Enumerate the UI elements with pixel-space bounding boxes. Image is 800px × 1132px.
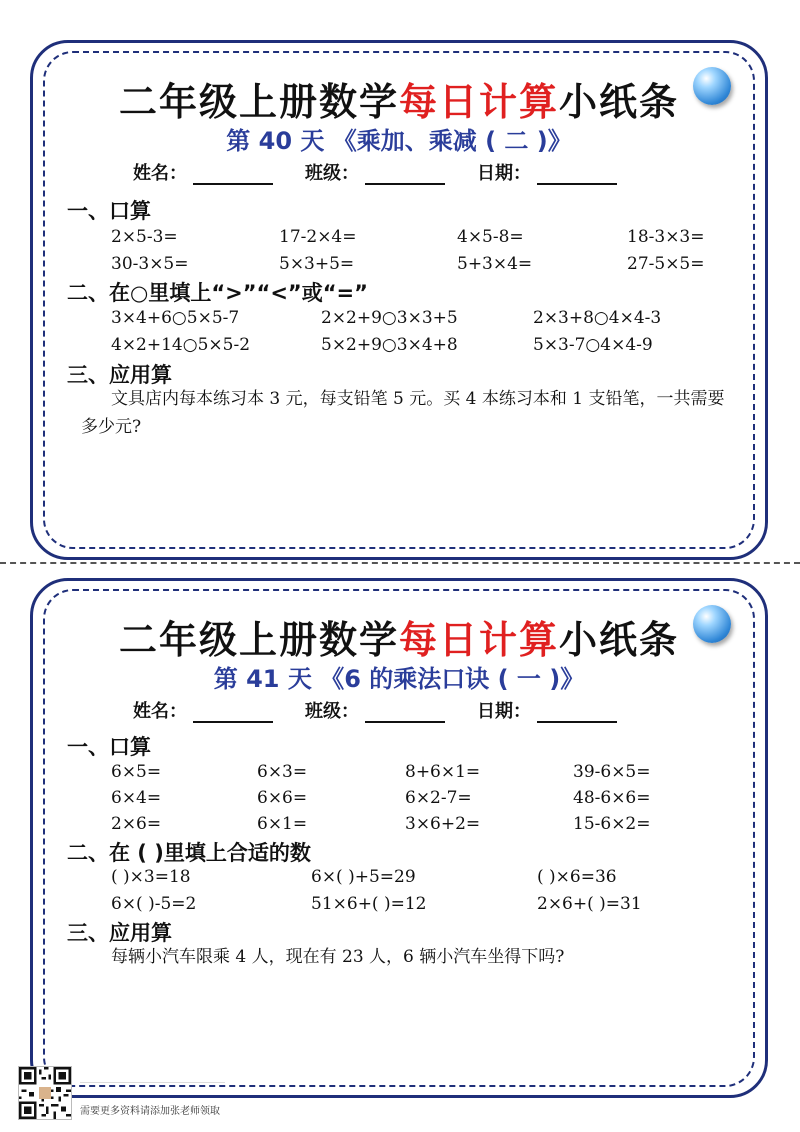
- fill-blank-problem: 6×( )-5=2: [111, 894, 197, 914]
- section-heading: 二、在○里填上“>”“<”或“=”: [67, 281, 368, 305]
- class-field[interactable]: 班级：: [305, 697, 445, 723]
- cut-line-divider: [0, 562, 800, 564]
- compare-problem: 4×2+14○5×5-2: [111, 335, 251, 355]
- compare-problem: 5×3-7○4×4-9: [533, 335, 653, 355]
- problem: 8+6×1=: [405, 762, 481, 782]
- name-field[interactable]: 姓名：: [133, 159, 273, 185]
- problem-row: [33, 867, 765, 891]
- title-highlight: 每日计算: [398, 80, 559, 124]
- problem-row: [33, 308, 765, 332]
- problem-row: [33, 788, 765, 812]
- lesson-subtitle: 第 40 天 《乘加、乘减 ( 二 )》: [226, 127, 572, 155]
- title-part-3: 小纸条: [559, 618, 680, 662]
- fill-blank-problem: 2×6+( )=31: [537, 894, 642, 914]
- problem-row: [33, 335, 765, 359]
- student-info-row: [133, 697, 649, 723]
- qr-code-icon: [18, 1066, 72, 1120]
- section-heading: 三、应用算: [67, 363, 172, 387]
- fill-blank-problem: ( )×6=36: [537, 867, 617, 887]
- class-field[interactable]: 班级：: [305, 159, 445, 185]
- title-highlight: 每日计算: [398, 618, 559, 662]
- problem: 6×6=: [257, 788, 308, 808]
- section-heading: 二、在 ( )里填上合适的数: [67, 841, 311, 865]
- problem: 4×5-8=: [457, 227, 524, 247]
- problem: 6×2-7=: [405, 788, 472, 808]
- word-problem: 每辆小汽车限乘 4 人，现在有 23 人，6 辆小汽车坐得下吗?: [111, 947, 565, 967]
- date-field[interactable]: 日期：: [477, 159, 617, 185]
- fill-blank-problem: ( )×3=18: [111, 867, 191, 887]
- date-field[interactable]: 日期：: [477, 697, 617, 723]
- name-blank[interactable]: [193, 165, 273, 185]
- worksheet-card-day40: [30, 40, 768, 560]
- title-part-1: 二年级上册数学: [118, 80, 399, 124]
- name-field[interactable]: 姓名：: [133, 697, 273, 723]
- class-blank[interactable]: [365, 165, 445, 185]
- title-part-1: 二年级上册数学: [118, 618, 399, 662]
- problem-row: [33, 814, 765, 838]
- footer-divider: [80, 1082, 225, 1083]
- problem-row: [33, 762, 765, 786]
- problem-row: [33, 227, 765, 251]
- card-title: [33, 71, 765, 126]
- problem: 6×3=: [257, 762, 308, 782]
- class-blank[interactable]: [365, 703, 445, 723]
- problem: 3×6+2=: [405, 814, 481, 834]
- problem: 2×5-3=: [111, 227, 178, 247]
- problem: 5×3+5=: [279, 254, 355, 274]
- footer-note: 需要更多资料请添加张老师领取: [80, 1106, 220, 1117]
- card-title: [33, 609, 765, 664]
- fill-blank-problem: 51×6+( )=12: [311, 894, 427, 914]
- problem: 6×4=: [111, 788, 162, 808]
- problem: 18-3×3=: [627, 227, 705, 247]
- date-blank[interactable]: [537, 703, 617, 723]
- word-problem: 文具店内每本练习本 3 元，每支铅笔 5 元。买 4 本练习本和 1 支铅笔，一共需要多少元?: [81, 389, 725, 437]
- compare-problem: 3×4+6○5×5-7: [111, 308, 240, 328]
- section-heading: 一、口算: [67, 735, 151, 759]
- fill-blank-problem: 6×( )+5=29: [311, 867, 416, 887]
- problem: 17-2×4=: [279, 227, 357, 247]
- lesson-subtitle: 第 41 天 《6 的乘法口诀 ( 一 )》: [213, 665, 585, 693]
- name-blank[interactable]: [193, 703, 273, 723]
- blue-ball-icon: [693, 67, 731, 105]
- blue-ball-icon: [693, 605, 731, 643]
- problem: 2×6=: [111, 814, 162, 834]
- problem: 5+3×4=: [457, 254, 533, 274]
- section-heading: 三、应用算: [67, 921, 172, 945]
- problem: 6×5=: [111, 762, 162, 782]
- problem: 48-6×6=: [573, 788, 651, 808]
- problem: 39-6×5=: [573, 762, 651, 782]
- problem-row: [33, 894, 765, 918]
- date-blank[interactable]: [537, 165, 617, 185]
- problem-row: [33, 254, 765, 278]
- title-part-3: 小纸条: [559, 80, 680, 124]
- worksheet-card-day41: [30, 578, 768, 1098]
- compare-problem: 5×2+9○3×4+8: [321, 335, 458, 355]
- problem: 15-6×2=: [573, 814, 651, 834]
- compare-problem: 2×3+8○4×4-3: [533, 308, 662, 328]
- student-info-row: [133, 159, 649, 185]
- problem: 27-5×5=: [627, 254, 705, 274]
- problem: 6×1=: [257, 814, 308, 834]
- problem: 30-3×5=: [111, 254, 189, 274]
- section-heading: 一、口算: [67, 199, 151, 223]
- compare-problem: 2×2+9○3×3+5: [321, 308, 458, 328]
